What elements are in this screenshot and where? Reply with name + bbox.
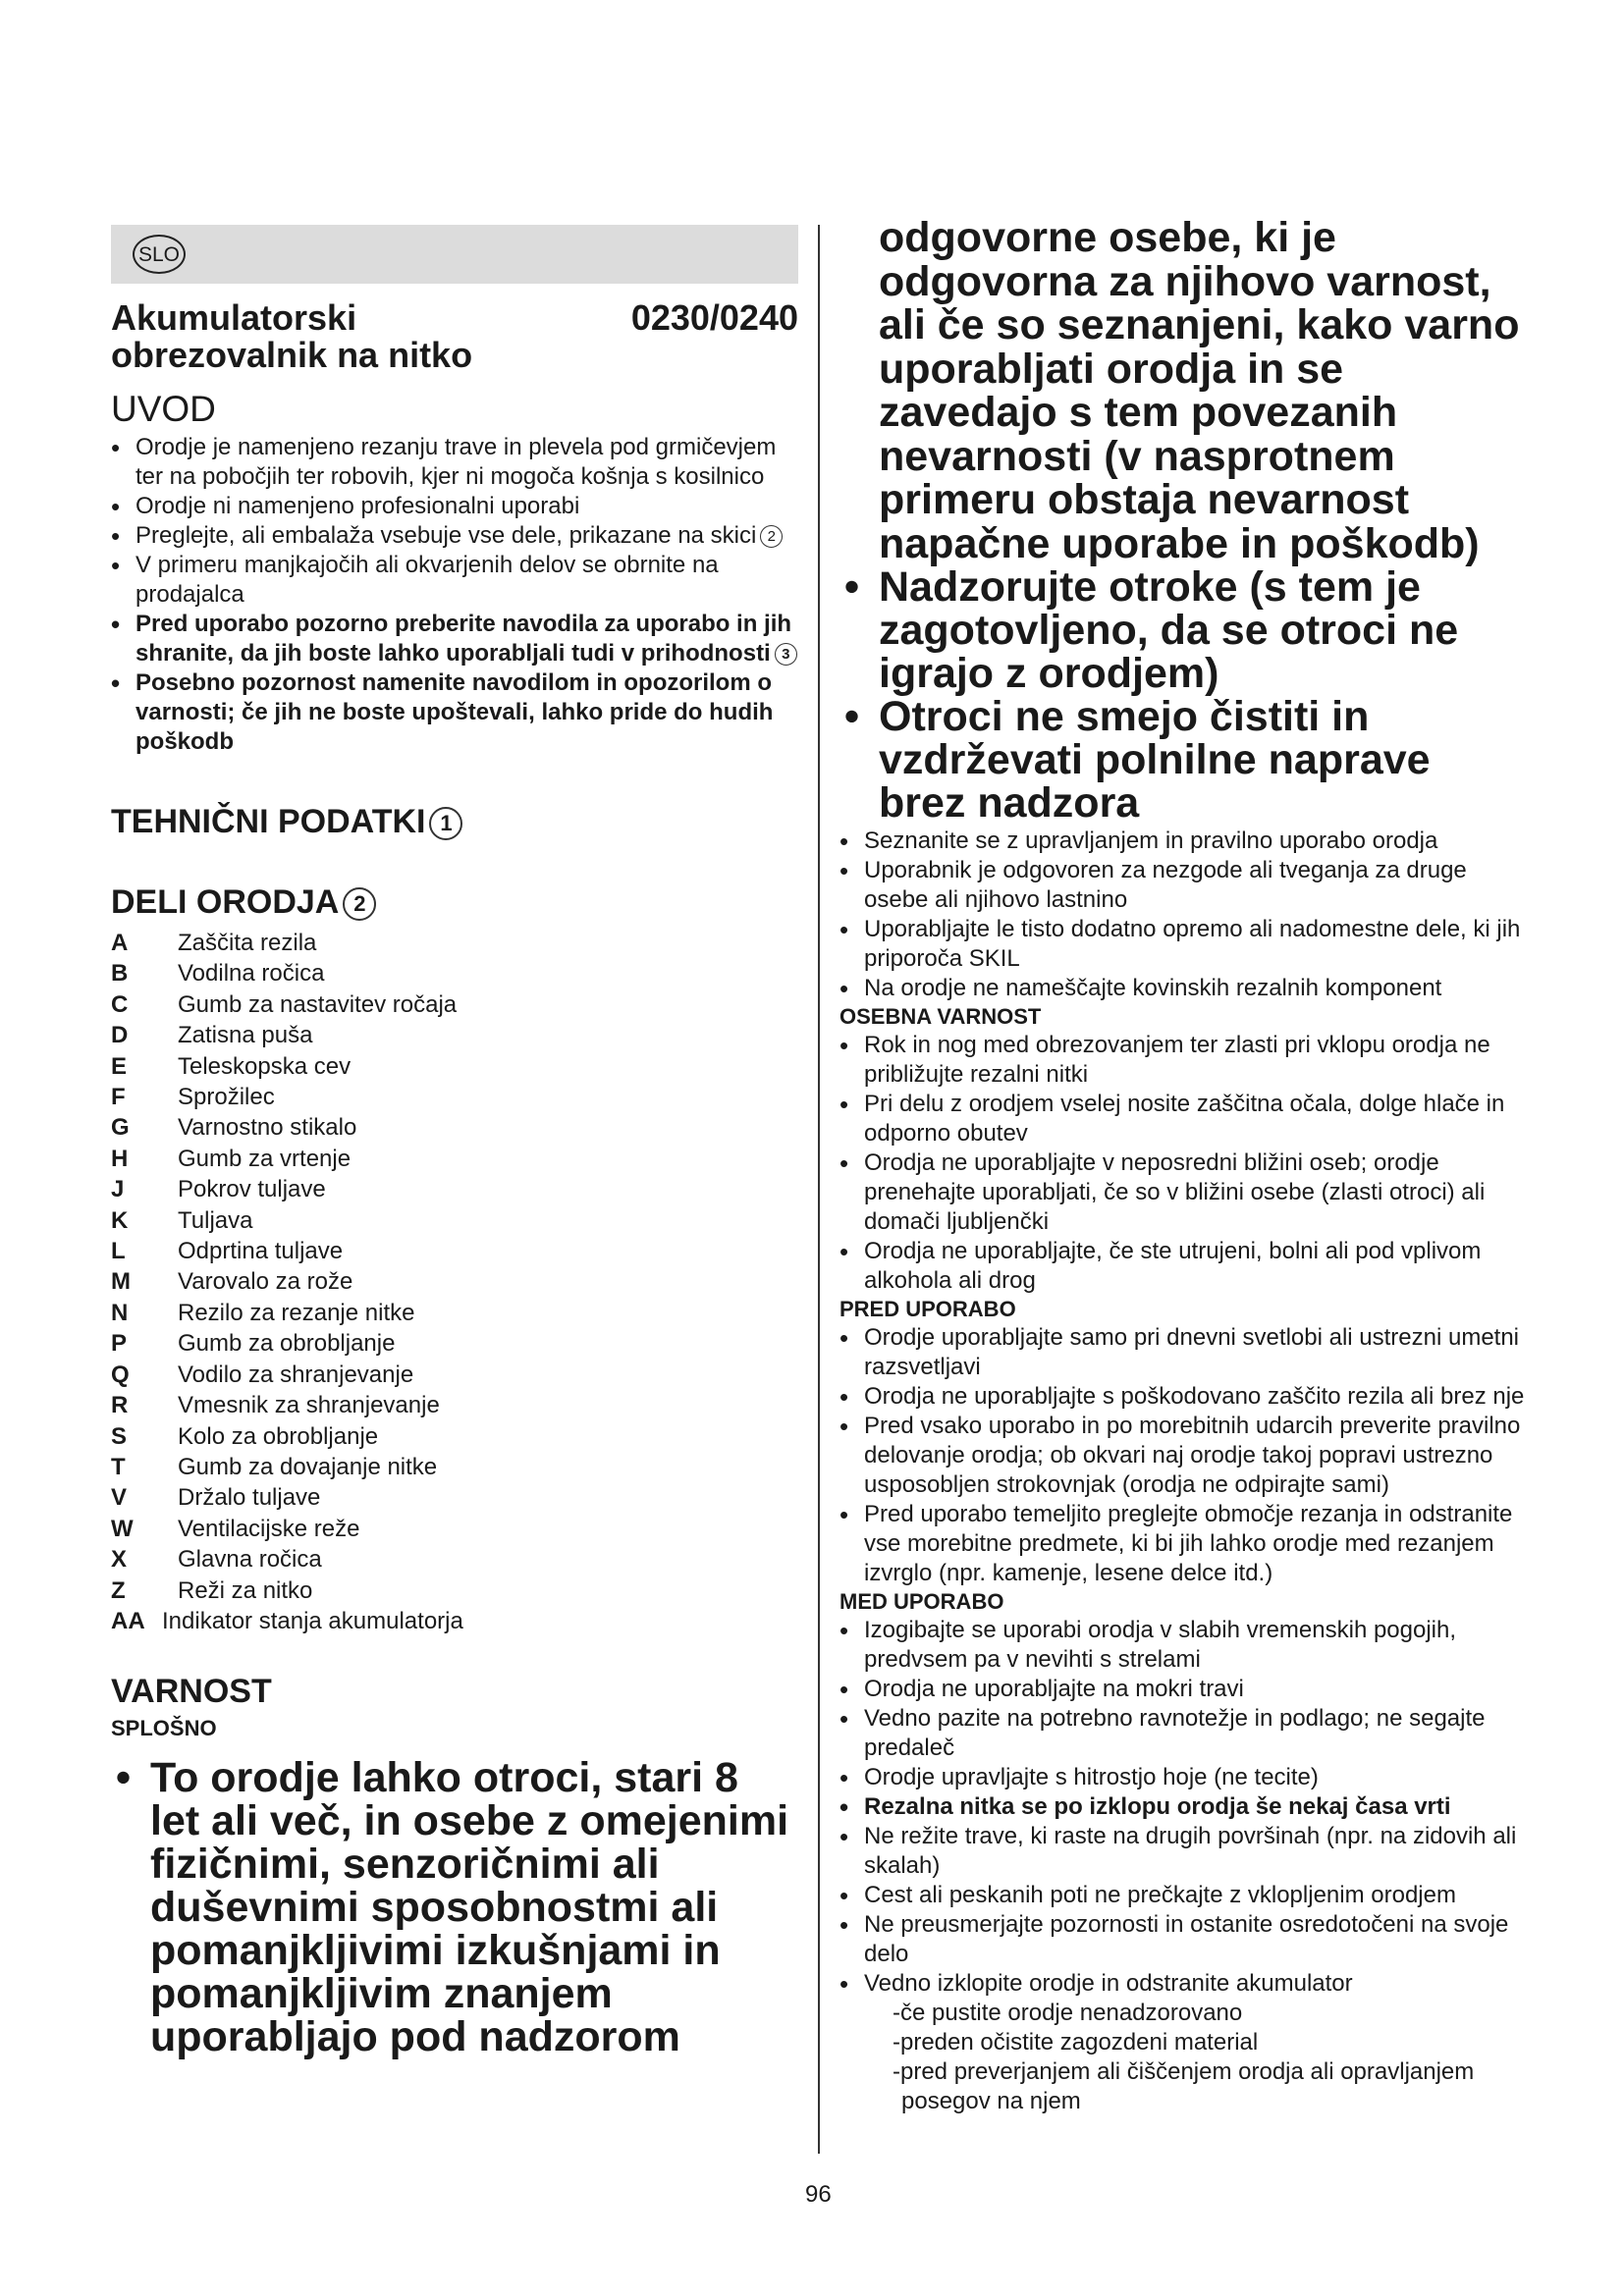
title-row — [111, 299, 798, 374]
dash-item: -preden očistite zagozdeni material — [893, 2029, 1259, 2056]
product-title-line1: Akumulatorski — [111, 297, 357, 338]
big-warning-item: • To orodje lahko otroci, stari 8 let ali več, in osebe z omejenimi fizičnimi, senzoričnimi ali duševnimi sposobnostmi ali pomanjkljivimi izkušnjami in pomanjkljivim znanjem uporabljajo pod nadzorom — [111, 1756, 798, 2058]
list-item: • Vedno izklopite orodje in odstranite akumulator — [839, 1969, 1527, 1999]
part-item: Z Reži za nitko — [111, 1576, 313, 1604]
list-item: • Orodja ne uporabljajte v neposredni bližini oseb; orodje prenehajte uporabljati, če so v bližini osebe (zlasti otroci) ali domači ljubljenčki — [839, 1148, 1527, 1237]
model-number: 0230/0240 — [630, 297, 798, 338]
personal-safety-list — [839, 1031, 1527, 1296]
list-item: • Seznanite se z upravljanjem in pravilno uporabo orodja — [839, 827, 1527, 856]
big-warning-item: • Otroci ne smejo čistiti in vzdrževati polnilne naprave brez nadzora — [839, 695, 1527, 825]
list-item: • Pred vsako uporabo in po morebitnih udarcih preverite pravilno delovanje orodja; ob okvari naj orodje takoj popravi ustrezno usposobljen strokovnjak (orodja ne odpirajte sami) — [839, 1412, 1527, 1500]
figure-ref: 3 — [775, 643, 797, 666]
list-item: • Izogibajte se uporabi orodja v slabih vremenskih pogojih, predvsem pa v nevihti s strelami — [839, 1616, 1527, 1675]
part-item: X Glavna ročica — [111, 1546, 322, 1574]
section-heading-varnost: VARNOST — [111, 1673, 272, 1711]
section-heading-tech: TEHNIČNI PODATKI 1 — [111, 800, 798, 843]
figure-ref: 1 — [429, 807, 462, 840]
list-item: • Rezalna nitka se po izklopu orodja še nekaj časa vrti — [839, 1792, 1527, 1822]
list-item: • Ne režite trave, ki raste na drugih površinah (npr. na zidovih ali skalah) — [839, 1822, 1527, 1881]
column-divider — [818, 225, 820, 2154]
part-item: P Gumb za obrobljanje — [111, 1330, 396, 1358]
list-item: • Orodje upravljajte s hitrostjo hoje (ne tecite) — [839, 1763, 1527, 1792]
list-item: • Orodja ne uporabljajte, če ste utrujeni, bolni ali pod vplivom alkohola ali drog — [839, 1237, 1527, 1296]
figure-ref: 2 — [343, 887, 376, 921]
part-item: Q Vodilo za shranjevanje — [111, 1361, 414, 1388]
list-item: • Orodja ne uporabljajte na mokri travi — [839, 1675, 1527, 1704]
subheading-pred-uporabo: PRED UPORABO — [839, 1297, 1016, 1321]
list-item: • Orodja ne uporabljajte s poškodovano zaščito rezila ali brez nje — [839, 1382, 1527, 1412]
dash-item: -pred preverjanjem ali čiščenjem orodja ali opravljanjem posegov na njem — [893, 2058, 1475, 2114]
part-item: E Teleskopska cev — [111, 1052, 352, 1080]
list-item: • Orodje ni namenjeno profesionalni uporabi — [111, 492, 798, 521]
list-item: • Uporabljajte le tisto dodatno opremo ali nadomestne dele, ki jih priporoča SKIL — [839, 915, 1527, 974]
language-bar — [111, 225, 798, 284]
list-item: • Preglejte, ali embalaža vsebuje vse dele, prikazane na skici 2 — [111, 521, 798, 551]
big-warning-list — [111, 1754, 798, 2061]
figure-ref: 2 — [760, 525, 783, 548]
general-safety-list — [839, 827, 1527, 1003]
dash-item: -če pustite orodje nenadzorovano — [893, 2000, 1243, 2026]
uvod-list — [111, 433, 798, 757]
part-item: L Odprtina tuljave — [111, 1238, 344, 1265]
section-heading-parts: DELI ORODJA 2 — [111, 881, 798, 924]
part-item: A Zaščita rezila — [111, 930, 317, 956]
part-item: V Držalo tuljave — [111, 1484, 321, 1512]
subheading-med-uporabo: MED UPORABO — [839, 1589, 1004, 1614]
parts-list — [111, 928, 798, 1636]
part-item: R Vmesnik za shranjevanje — [111, 1392, 440, 1419]
subheading-osebna: OSEBNA VARNOST — [839, 1004, 1042, 1029]
list-item: • Cest ali peskanih poti ne prečkajte z vklopljenim orodjem — [839, 1881, 1527, 1910]
part-item: K Tuljava — [111, 1206, 253, 1234]
list-item: • Uporabnik je odgovoren za nezgode ali tveganja za druge osebe ali njihovo lastnino — [839, 856, 1527, 915]
product-title — [111, 299, 472, 374]
left-column — [111, 225, 798, 2061]
before-use-list — [839, 1323, 1527, 1588]
part-item: N Rezilo za rezanje nitke — [111, 1299, 415, 1326]
list-item: • Na orodje ne nameščajte kovinskih rezalnih komponent — [839, 974, 1527, 1003]
list-item: • Pred uporabo temeljito preglejte območje rezanja in odstranite vse morebitne predmete, ki bi jih lahko orodje med rezanjem izvrglo (npr. kamenje, lesene delce itd.) — [839, 1500, 1527, 1588]
list-item: • Rok in nog med obrezovanjem ter zlasti pri vklopu orodja ne približujte rezalni nitki — [839, 1031, 1527, 1090]
part-item: W Ventilacijske reže — [111, 1515, 360, 1542]
part-item: G Varnostno stikalo — [111, 1114, 357, 1142]
part-item: T Gumb za dovajanje nitke — [111, 1453, 438, 1480]
language-badge: SLO — [133, 235, 186, 274]
product-title-line2: obrezovalnik na nitko — [111, 335, 473, 375]
part-item: J Pokrov tuljave — [111, 1176, 326, 1203]
part-item: S Kolo za obrobljanje — [111, 1422, 379, 1450]
list-item: • Orodje uporabljajte samo pri dnevni svetlobi ali ustrezni umetni razsvetljavi — [839, 1323, 1527, 1382]
list-item: • Pred uporabo pozorno preberite navodila za uporabo in jih shranite, da jih boste lahko uporabljali tudi v prihodnosti 3 — [111, 610, 798, 668]
subheading-splosno: SPLOŠNO — [111, 1716, 217, 1741]
big-warning-list-right — [839, 565, 1527, 825]
part-item: B Vodilna ročica — [111, 960, 325, 988]
list-item: • Pri delu z orodjem vselej nosite zaščitna očala, dolge hlače in odporno obutev — [839, 1090, 1527, 1148]
page-number: 96 — [805, 2181, 832, 2208]
during-use-list — [839, 1616, 1527, 1999]
list-item: • Posebno pozornost namenite navodilom in opozorilom o varnosti; če jih ne boste upoštevali, lahko pride do hudih poškodb — [111, 668, 798, 757]
big-warning-item: • Nadzorujte otroke (s tem je zagotovljeno, da se otroci ne igrajo z orodjem) — [839, 565, 1527, 695]
part-item: C Gumb za nastavitev ročaja — [111, 990, 458, 1018]
part-item: M Varovalo za rože — [111, 1268, 353, 1296]
list-item: • V primeru manjkajočih ali okvarjenih delov se obrnite na prodajalca — [111, 551, 798, 610]
part-item: H Gumb za vrtenje — [111, 1145, 352, 1172]
part-item: F Sprožilec — [111, 1084, 275, 1111]
part-item: D Zatisna puša — [111, 1022, 313, 1049]
part-item: AA Indikator stanja akumulatorja — [111, 1607, 463, 1634]
list-item: • Vedno pazite na potrebno ravnotežje in podlago; ne segajte predaleč — [839, 1704, 1527, 1763]
list-item: • Orodje je namenjeno rezanju trave in plevela pod grmičevjem ter na pobočjih ter robovih, kjer ni mogoča košnja s kosilnico — [111, 433, 798, 492]
big-warning-continuation: odgovorne osebe, ki je odgovorna za njihovo varnost, ali če so seznanjeni, kako varno uporabljati orodja in se zavedajo s tem povezanih nevarnosti (v nasprotnem primeru obstaja nevarnost napačne uporabe in poškodb) — [879, 214, 1520, 567]
right-column — [839, 216, 1527, 2116]
list-item: • Ne preusmerjajte pozornosti in ostanite osredotočeni na svoje delo — [839, 1910, 1527, 1969]
section-heading-uvod: UVOD — [111, 389, 216, 429]
